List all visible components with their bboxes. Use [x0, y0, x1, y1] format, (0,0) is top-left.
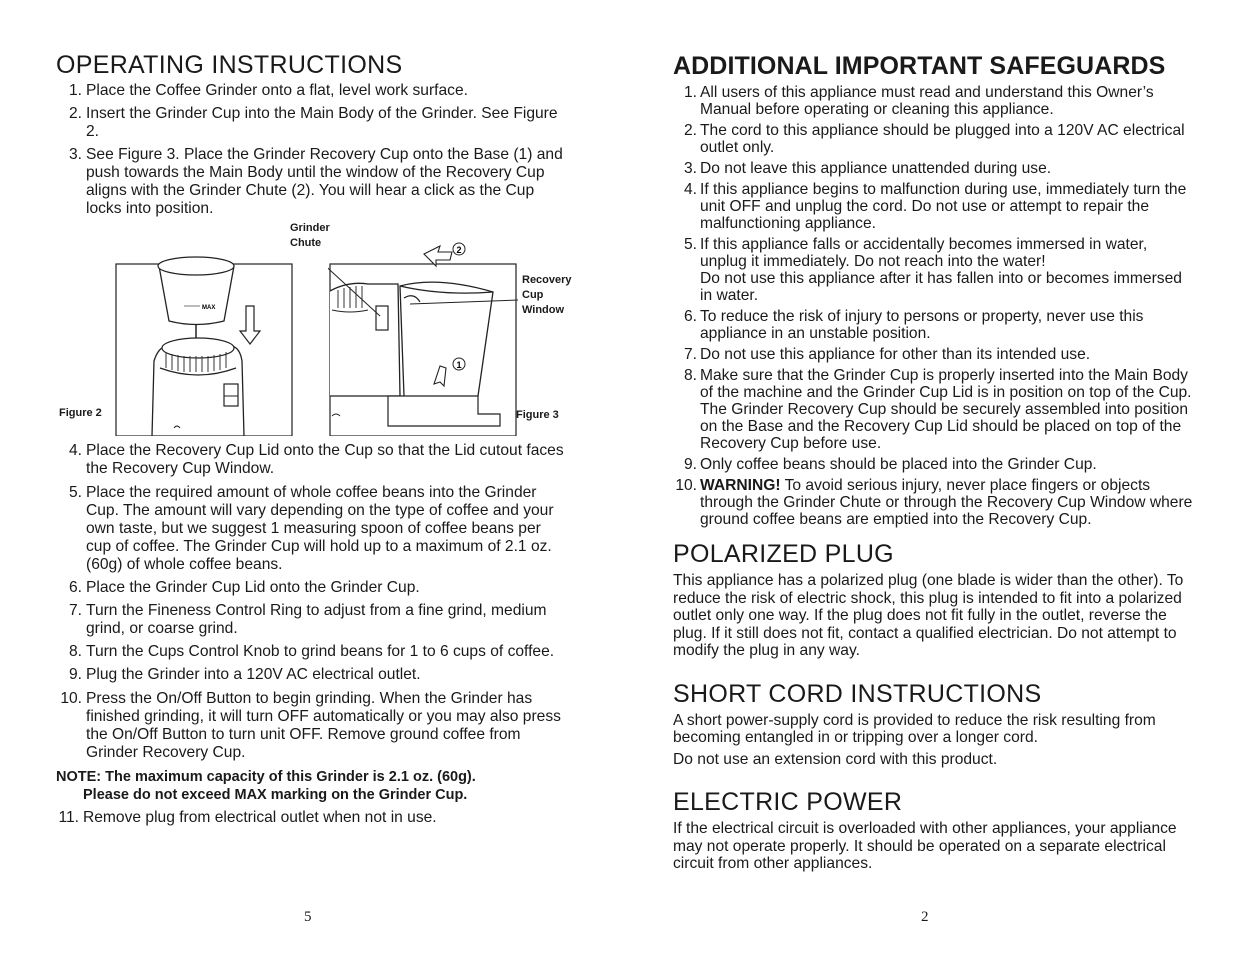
figure-3-label: Figure 3 — [516, 409, 559, 422]
list-item — [673, 84, 1193, 118]
list-item — [673, 456, 1193, 473]
list-item — [59, 442, 566, 478]
label-line: Chute — [290, 237, 322, 250]
item-text: All users of this appliance must read and understand this Owner’s Manual before operating or cleaning this appliance. — [700, 84, 1154, 118]
list-item — [59, 666, 566, 684]
list-item — [59, 105, 566, 141]
polarized-plug-title: POLARIZED PLUG — [673, 540, 894, 568]
step-text: See Figure 3. Place the Grinder Recovery Cup onto the Base (1) and push towards the Main Body until the window of the Recovery Cup aligns with the Grinder Chute (2). You will hear a click as the Cup locks into position. — [86, 146, 563, 218]
right-page — [673, 0, 1193, 873]
list-item — [59, 690, 566, 762]
capacity-note — [56, 768, 566, 804]
item-text: To avoid serious injury, never place fingers or objects through the Grinder Chute or through the Recovery Cup Window where ground coffee beans are emptied into the Recovery Cup. — [700, 477, 1193, 528]
label-line: Cup — [522, 289, 544, 302]
list-item — [673, 308, 1193, 342]
item-text: Only coffee beans should be placed into the Grinder Cup. — [700, 456, 1097, 473]
list-item — [673, 236, 1193, 304]
figure-2-label: Figure 2 — [59, 407, 102, 420]
callout-1: 1 — [456, 360, 462, 371]
item-number: 7. — [683, 346, 697, 363]
list-item — [59, 602, 566, 638]
electric-power-text: If the electrical circuit is overloaded with other appliances, your appliance may not operate properly. It should be operated on a separate electrical circuit from other appliances. — [673, 820, 1177, 872]
item-number: 5. — [683, 236, 697, 253]
item-number: 3. — [683, 160, 697, 177]
step-text: Place the Coffee Grinder onto a flat, level work surface. — [86, 82, 468, 99]
list-item — [59, 643, 566, 661]
list-item — [673, 181, 1193, 232]
list-item — [673, 160, 1193, 177]
item-text-continued: Do not use this appliance after it has fallen into or becomes immersed in water. — [700, 270, 1182, 304]
item-number: 9. — [683, 456, 697, 473]
step-number: 4. — [68, 442, 82, 460]
step-number: 1. — [68, 82, 82, 99]
note-line: Please do not exceed MAX marking on the Grinder Cup. — [83, 786, 468, 803]
list-item — [673, 122, 1193, 156]
figure-3-illustration — [328, 236, 568, 436]
item-text: Do not use this appliance for other than its intended use. — [700, 346, 1091, 363]
recovery-cup-window-label — [522, 273, 572, 318]
list-item — [59, 146, 566, 218]
item-number: 4. — [683, 181, 697, 198]
item-number: 1. — [683, 84, 697, 101]
item-text: Make sure that the Grinder Cup is properly inserted into the Main Body of the machine and the Grinder Cup Lid is in position on top of the Cup. The Grinder Recovery Cup should be securely assembled into position on the Base and the Recovery Cup Lid should be placed on top of the Recovery Cup before use. — [700, 367, 1192, 452]
step-number: 5. — [68, 483, 82, 501]
polarized-plug-text: This appliance has a polarized plug (one blade is wider than the other). To reduce the risk of electric shock, this plug is intended to fit into a polarized outlet only one way. If the plug does not fit fully in the outlet, reverse the plug. If it still does not fit, contact a qualified electrician. Do not attempt to modify the plug in any way. — [673, 572, 1184, 659]
item-text: If this appliance begins to malfunction during use, immediately turn the unit OFF and unplug the cord. Do not use or attempt to repair the malfunctioning appliance. — [700, 181, 1187, 232]
list-item — [673, 477, 1193, 528]
step-number: 7. — [68, 601, 82, 619]
step-text: Place the Recovery Cup Lid onto the Cup so that the Lid cutout faces the Recovery Cup Window. — [86, 442, 564, 478]
step-number: 11. — [58, 808, 79, 826]
max-mark: MAX — [202, 305, 216, 312]
item-text: Do not leave this appliance unattended during use. — [700, 160, 1052, 177]
step-text: Plug the Grinder into a 120V AC electrical outlet. — [86, 666, 421, 684]
label-line: Window — [522, 304, 565, 317]
grinder-chute-label — [290, 221, 330, 251]
left-page — [56, 0, 572, 832]
step-text: Remove plug from electrical outlet when not in use. — [83, 808, 437, 826]
step-text: Place the required amount of whole coffee beans into the Grinder Cup. The amount will vary depending on the type of coffee and your own taste, but we suggest 1 measuring spoon of coffee beans per cup of coffee. The Grinder Cup will hold up to a maximum of 2.1 oz. (60g) of whole coffee beans. — [86, 483, 554, 573]
operating-steps-part2 — [59, 442, 566, 761]
step-number: 8. — [68, 643, 82, 661]
note-line: NOTE: The maximum capacity of this Grinder is 2.1 oz. (60g). — [56, 768, 476, 785]
right-page-number: 2 — [921, 909, 929, 925]
item-number: 2. — [683, 122, 697, 139]
label-line: Recovery — [522, 274, 572, 287]
left-page-number: 5 — [304, 909, 312, 925]
warning-label: WARNING! — [700, 477, 781, 494]
short-cord-title: SHORT CORD INSTRUCTIONS — [673, 679, 1042, 708]
list-item — [673, 346, 1193, 363]
list-item — [59, 82, 566, 100]
list-item — [56, 809, 566, 827]
callout-2: 2 — [456, 245, 462, 256]
step-number: 2. — [68, 105, 82, 123]
list-item — [673, 367, 1193, 452]
label-line: Grinder — [290, 222, 330, 235]
list-item — [59, 484, 566, 574]
list-item — [59, 579, 566, 597]
item-number: 8. — [683, 367, 697, 384]
item-text: The cord to this appliance should be plugged into a 120V AC electrical outlet only. — [700, 122, 1185, 156]
safeguards-list — [673, 84, 1193, 528]
step-number: 6. — [68, 578, 82, 596]
operating-instructions-title: OPERATING INSTRUCTIONS — [56, 51, 403, 79]
step-text: Turn the Fineness Control Ring to adjust from a fine grind, medium grind, or coarse grind. — [86, 601, 547, 637]
extension-cord-text: Do not use an extension cord with this product. — [673, 750, 998, 768]
item-text: To reduce the risk of injury to persons or property, never use this appliance in an unstable position. — [700, 308, 1144, 342]
step-number: 9. — [68, 666, 82, 684]
step-text: Press the On/Off Button to begin grinding. When the Grinder has finished grinding, it will turn OFF automatically or you may also press the On/Off Button to turn unit OFF. Remove ground coffee from Grinder Recovery Cup. — [86, 689, 561, 761]
item-text: If this appliance falls or accidentally becomes immersed in water, unplug it immediately. Do not reach into the water! — [700, 236, 1148, 270]
short-cord-text: A short power-supply cord is provided to reduce the risk resulting from becoming entangled in or tripping over a longer cord. — [673, 711, 1156, 746]
operating-steps-part3 — [56, 809, 566, 827]
step-text: Turn the Cups Control Knob to grind beans for 1 to 6 cups of coffee. — [86, 643, 555, 661]
step-number: 3. — [68, 146, 82, 164]
step-number: 10. — [60, 689, 82, 707]
grinder-figures — [56, 222, 572, 436]
step-text: Place the Grinder Cup Lid onto the Grinder Cup. — [86, 578, 420, 596]
figure-2-illustration — [114, 236, 294, 436]
step-text: Insert the Grinder Cup into the Main Body of the Grinder. See Figure 2. — [86, 105, 558, 141]
safeguards-title: ADDITIONAL IMPORTANT SAFEGUARDS — [673, 52, 1166, 80]
item-number: 10. — [675, 477, 697, 494]
operating-steps-part1 — [59, 82, 566, 218]
electric-power-title: ELECTRIC POWER — [673, 788, 903, 816]
item-number: 6. — [683, 308, 697, 325]
